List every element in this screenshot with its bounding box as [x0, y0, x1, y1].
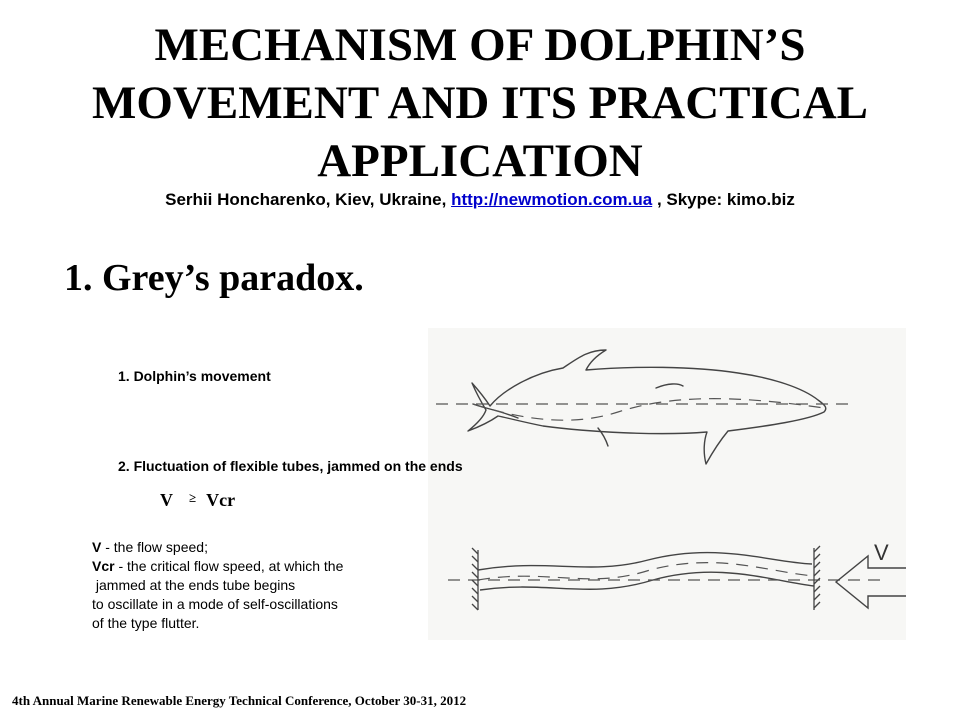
title-line-3: APPLICATION	[317, 135, 643, 187]
flow-arrow-label: V	[874, 540, 889, 565]
author-text: Serhii Honcharenko, Kiev, Ukraine,	[165, 190, 452, 209]
conference-footer: 4th Annual Marine Renewable Energy Technical Conference, October 30-31, 2012	[12, 693, 467, 708]
author-line	[0, 190, 960, 210]
definition-line	[92, 595, 343, 614]
definition-term: Vcr	[92, 558, 115, 574]
drawing-background	[428, 328, 906, 640]
definition-line	[92, 576, 343, 595]
formula-v: V	[160, 490, 173, 510]
critical-speed-formula	[160, 490, 235, 511]
dolphin-and-tube-drawing	[428, 328, 906, 640]
formula-geq: ≥	[189, 490, 197, 505]
website-link[interactable]: http://newmotion.com.ua	[451, 190, 653, 209]
title-line-2: MOVEMENT AND ITS PRACTICAL	[91, 77, 869, 129]
definition-text: of the type flutter.	[92, 615, 200, 631]
figure-label-tubes: 2. Fluctuation of flexible tubes, jammed on the ends	[118, 458, 463, 474]
definition-text: - the flow speed;	[101, 539, 208, 555]
definition-line	[92, 557, 343, 576]
definition-term: V	[92, 539, 102, 555]
figure-label-dolphin: 1. Dolphin’s movement	[118, 368, 271, 384]
definition-text: to oscillate in a mode of self-oscillations	[92, 596, 338, 612]
slide-title	[0, 16, 960, 190]
definitions	[92, 538, 343, 633]
title-line-1: MECHANISM OF DOLPHIN’S	[154, 19, 806, 71]
definition-line	[92, 614, 343, 633]
section-heading: 1. Grey’s paradox.	[64, 257, 364, 299]
definition-text: - the critical flow speed, at which the	[114, 558, 344, 574]
definition-text: jammed at the ends tube begins	[92, 577, 296, 593]
definition-line	[92, 538, 343, 557]
skype-text: , Skype: kimo.biz	[652, 190, 795, 209]
formula-vcr: Vcr	[206, 490, 236, 510]
